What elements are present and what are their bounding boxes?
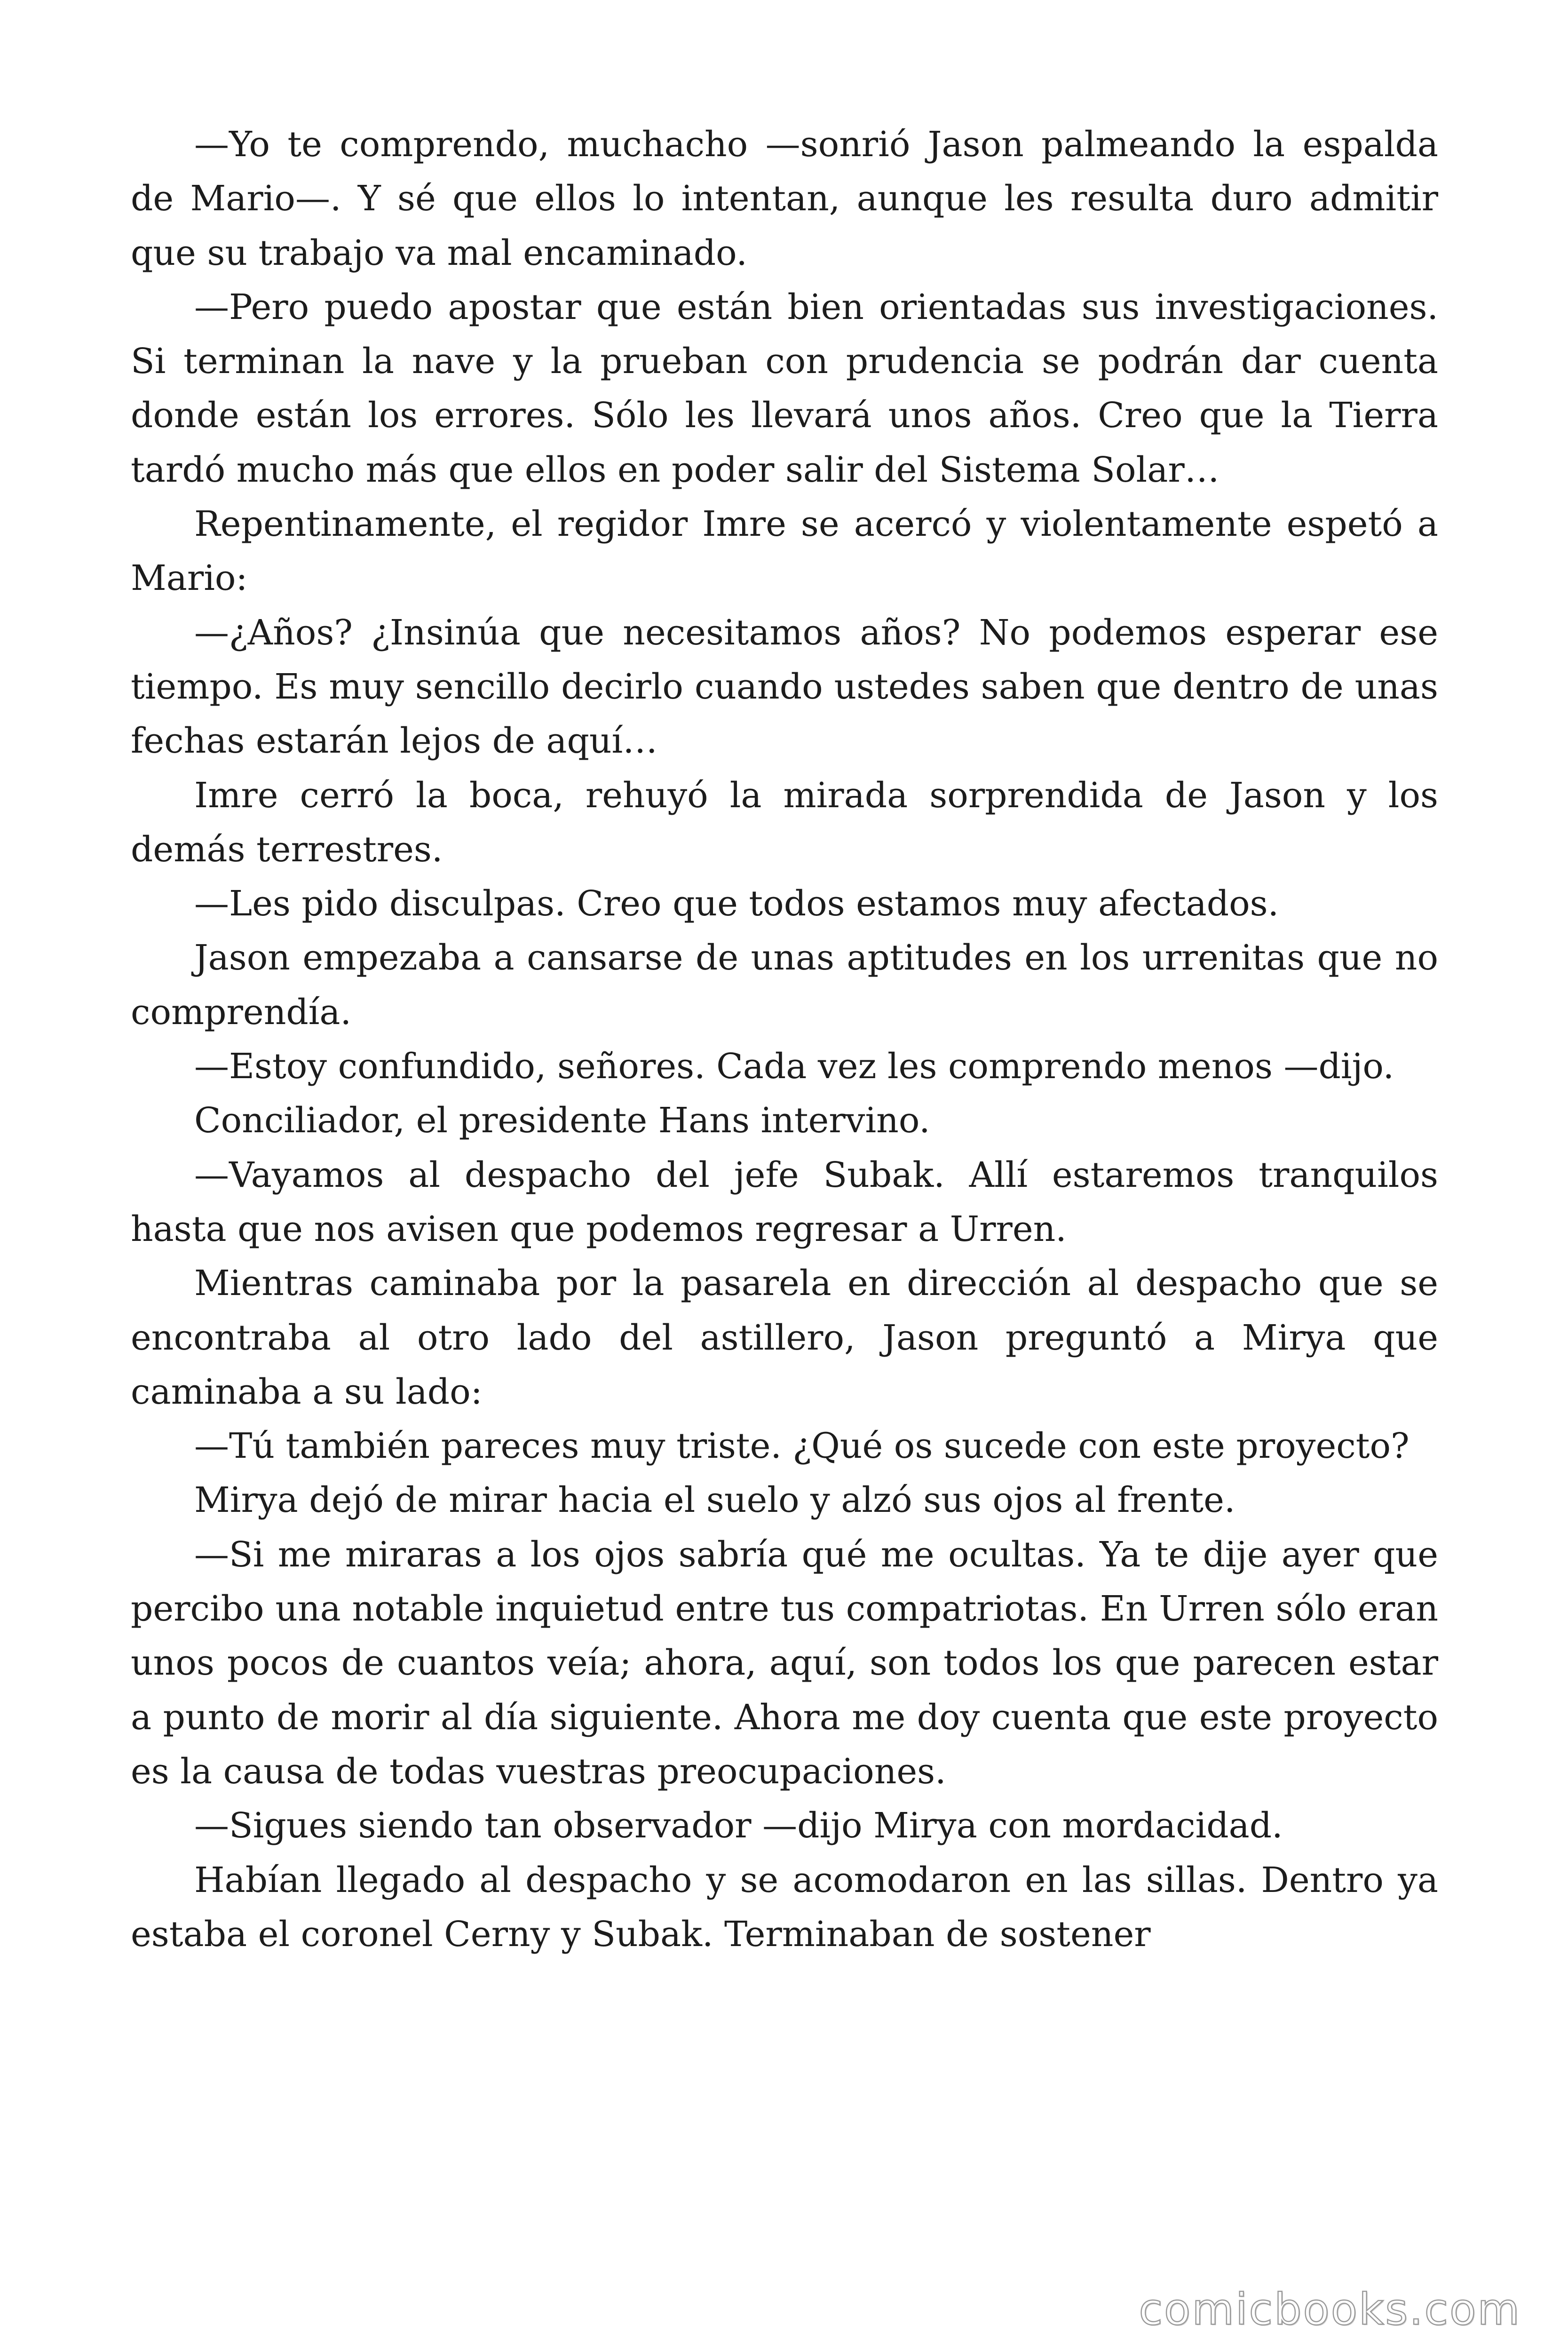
paragraph-5: Imre cerró la boca, rehuyó la mirada sorprendida de Jason y los demás terrestres. [131, 775, 1438, 870]
paragraph-7: Jason empezaba a cansarse de unas aptitudes en los urrenitas que no comprendía. [131, 938, 1438, 1033]
paragraph-3: Repentinamente, el regidor Imre se acercó y violentamente espetó a Mario: [131, 504, 1438, 599]
watermark: comicbooks.com [1139, 2284, 1521, 2335]
paragraph-15: —Sigues siendo tan observador —dijo Mirya con mordacidad. [194, 1805, 1283, 1846]
paragraph-8: —Estoy confundido, señores. Cada vez les comprendo menos —dijo. [194, 1046, 1394, 1087]
paragraph-11: Mientras caminaba por la pasarela en dirección al despacho que se encontraba al otro lado del astillero, Jason preguntó a Mirya que caminaba a su lado: [131, 1263, 1438, 1412]
paragraph-9: Conciliador, el presidente Hans intervino. [194, 1100, 930, 1141]
paragraph-14: —Si me miraras a los ojos sabría qué me ocultas. Ya te dije ayer que percibo una notable inquietud entre tus compatriotas. En Urren sólo eran unos pocos de cuantos veía; ahora, aquí, son todos los que parecen estar a punto de morir al día siguiente. Ahora me doy cuenta que este proyecto es la causa de todas vuestras preocupaciones. [131, 1534, 1438, 1792]
paragraph-2: —Pero puedo apostar que están bien orientadas sus investigaciones. Si terminan la nave y la prueban con prudencia se podrán dar cuenta donde están los errores. Sólo les llevará unos años. Creo que la Tierra tardó mucho más que ellos en poder salir del Sistema Solar… [131, 286, 1438, 490]
paragraph-13: Mirya dejó de mirar hacia el suelo y alzó sus ojos al frente. [194, 1480, 1235, 1521]
paragraph-10: —Vayamos al despacho del jefe Subak. Allí estaremos tranquilos hasta que nos avisen que podemos regresar a Urren. [131, 1154, 1438, 1249]
paragraph-6: —Les pido disculpas. Creo que todos estamos muy afectados. [194, 883, 1279, 924]
paragraph-12: —Tú también pareces muy triste. ¿Qué os sucede con este proyecto? [194, 1426, 1410, 1467]
paragraph-4: —¿Años? ¿Insinúa que necesitamos años? No podemos esperar ese tiempo. Es muy sencillo decirlo cuando ustedes saben que dentro de unas fechas estarán lejos de aquí… [131, 612, 1438, 762]
paragraph-16: Habían llegado al despacho y se acomodaron en las sillas. Dentro ya estaba el coronel Cerny y Subak. Terminaban de sostener [131, 1859, 1438, 1955]
paragraph-1: —Yo te comprendo, muchacho —sonrió Jason palmeando la espalda de Mario—. Y sé que ellos lo intentan, aunque les resulta duro admitir que su trabajo va mal encaminado. [131, 124, 1438, 273]
page-text [131, 118, 1438, 1962]
